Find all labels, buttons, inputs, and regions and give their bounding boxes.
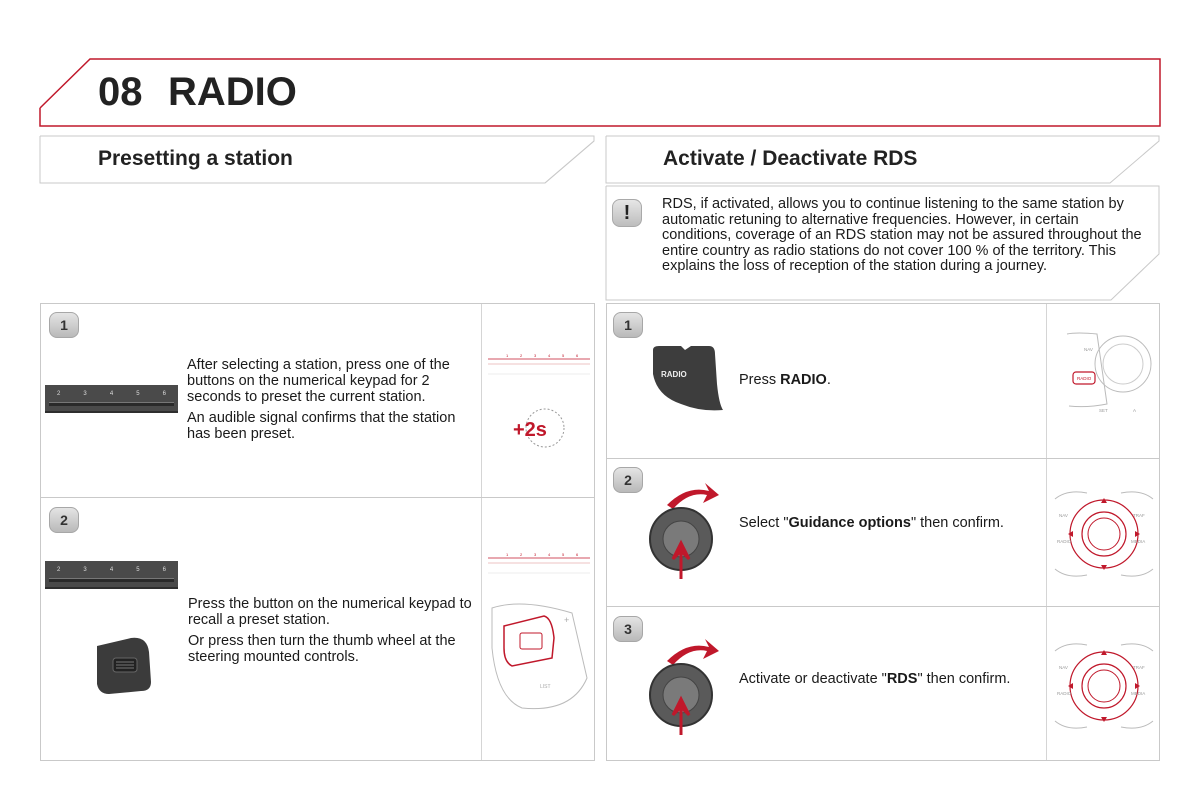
svg-text:6: 6 [576, 552, 579, 557]
paragraph: An audible signal confirms that the station has been preset. [187, 410, 456, 442]
keypad-key: 4 [109, 391, 114, 397]
panel-label: MEDIA [1131, 691, 1146, 696]
svg-text:5: 5 [562, 552, 565, 557]
keypad-icon [45, 561, 178, 589]
text-part: Activate or deactivate " [739, 671, 887, 687]
rds-note: RDS, if activated, allows you to continue listening to the same station by automatic retuning to alternative frequencies. However, in certain conditions, coverage of an RDS station may not be assured throughout the entire country as radio stations do not cover 100 % of the territory. This explains the loss of reception of the station during a journey. [662, 196, 1142, 274]
keypad-key: 6 [162, 567, 166, 573]
radio-panel-icon [1047, 304, 1161, 458]
step-text [739, 372, 1039, 388]
rds-step-3 [606, 606, 1160, 761]
illustration-control-panel [1046, 459, 1160, 606]
rds-step-1 [606, 303, 1160, 459]
panel-label: RADIO [1057, 539, 1072, 544]
panel-label: RADIO [1057, 691, 1072, 696]
step-text [188, 596, 478, 665]
paragraph: Press the button on the numerical keypad to recall a preset station. [188, 596, 472, 628]
keypad-key: 4 [109, 567, 114, 573]
chapter-title: RADIO [168, 70, 297, 114]
control-panel-icon [1047, 459, 1161, 606]
control-panel-icon [1047, 607, 1161, 760]
rotary-knob-icon [647, 637, 723, 737]
section-title-presetting: Presetting a station [98, 147, 293, 170]
bold-term: RADIO [780, 372, 827, 388]
text-part: " then confirm. [910, 515, 1004, 531]
illustration-control-panel [1046, 607, 1160, 760]
preset-step-2 [40, 497, 595, 761]
svg-text:3: 3 [534, 353, 537, 358]
svg-text:2: 2 [520, 353, 523, 358]
step-number: 2 [613, 467, 643, 493]
svg-text:5: 5 [562, 353, 565, 358]
rotary-knob-icon [647, 481, 723, 581]
text-part: Select " [739, 515, 789, 531]
keypad-key: 5 [136, 391, 140, 397]
preset-step-1 [40, 303, 595, 498]
list-label: LIST [540, 684, 551, 690]
step-number: 1 [49, 312, 79, 338]
keypad-key: 5 [136, 567, 140, 573]
svg-text:3: 3 [534, 552, 537, 557]
radio-button-icon [651, 344, 723, 412]
step-text [739, 671, 1039, 687]
step-number: 1 [613, 312, 643, 338]
text-part: " then confirm. [917, 671, 1011, 687]
keypad-key: 2 [57, 567, 61, 573]
text-part: Press [739, 372, 781, 388]
svg-text:1: 1 [506, 552, 509, 557]
svg-text:4: 4 [548, 552, 551, 557]
paragraph: After selecting a station, press one of the buttons on the numerical keypad for 2 seconds to preset the current station. [187, 357, 450, 405]
step-number: 2 [49, 507, 79, 533]
steering-wheel-controls-icon [482, 498, 596, 760]
panel-label: TRAF [1133, 665, 1145, 670]
keypad-key: 3 [83, 567, 87, 573]
bold-term: RDS [886, 671, 918, 687]
illustration-steering [481, 498, 595, 760]
illustration-radio-panel [1046, 304, 1160, 458]
step-number: 3 [613, 616, 643, 642]
panel-label: NAV [1059, 665, 1068, 670]
panel-label: MEDIA [1131, 539, 1146, 544]
keypad-hold-icon [482, 304, 596, 497]
panel-label: NAV [1059, 513, 1068, 518]
chapter-number: 08 [98, 70, 143, 114]
steering-control-icon [89, 636, 153, 694]
panel-label: SET [1099, 408, 1108, 413]
radio-button-label: RADIO [661, 370, 687, 379]
keypad-key: 6 [162, 391, 166, 397]
svg-text:2: 2 [520, 552, 523, 557]
paragraph: Or press then turn the thumb wheel at the steering mounted controls. [188, 633, 456, 665]
svg-text:+: + [564, 615, 570, 625]
panel-label: RADIO [1077, 376, 1092, 381]
keypad-key: 2 [57, 391, 61, 397]
section-title-rds: Activate / Deactivate RDS [663, 147, 918, 170]
step-text [187, 357, 477, 442]
svg-text:1: 1 [506, 353, 509, 358]
warning-icon: ! [612, 199, 642, 227]
rds-step-2 [606, 458, 1160, 607]
bold-term: Guidance options [788, 515, 911, 531]
panel-label: A [1133, 408, 1137, 413]
keypad-icon [45, 385, 178, 413]
keypad-key: 3 [83, 391, 87, 397]
svg-text:6: 6 [576, 353, 579, 358]
svg-text:4: 4 [548, 353, 551, 358]
panel-label: NAV [1084, 347, 1093, 352]
text-part: . [826, 372, 831, 388]
panel-label: TRAF [1133, 513, 1145, 518]
illustration-keypad-hold [481, 304, 595, 497]
step-text [739, 515, 1029, 531]
hold-badge-text: +2s [513, 419, 547, 441]
